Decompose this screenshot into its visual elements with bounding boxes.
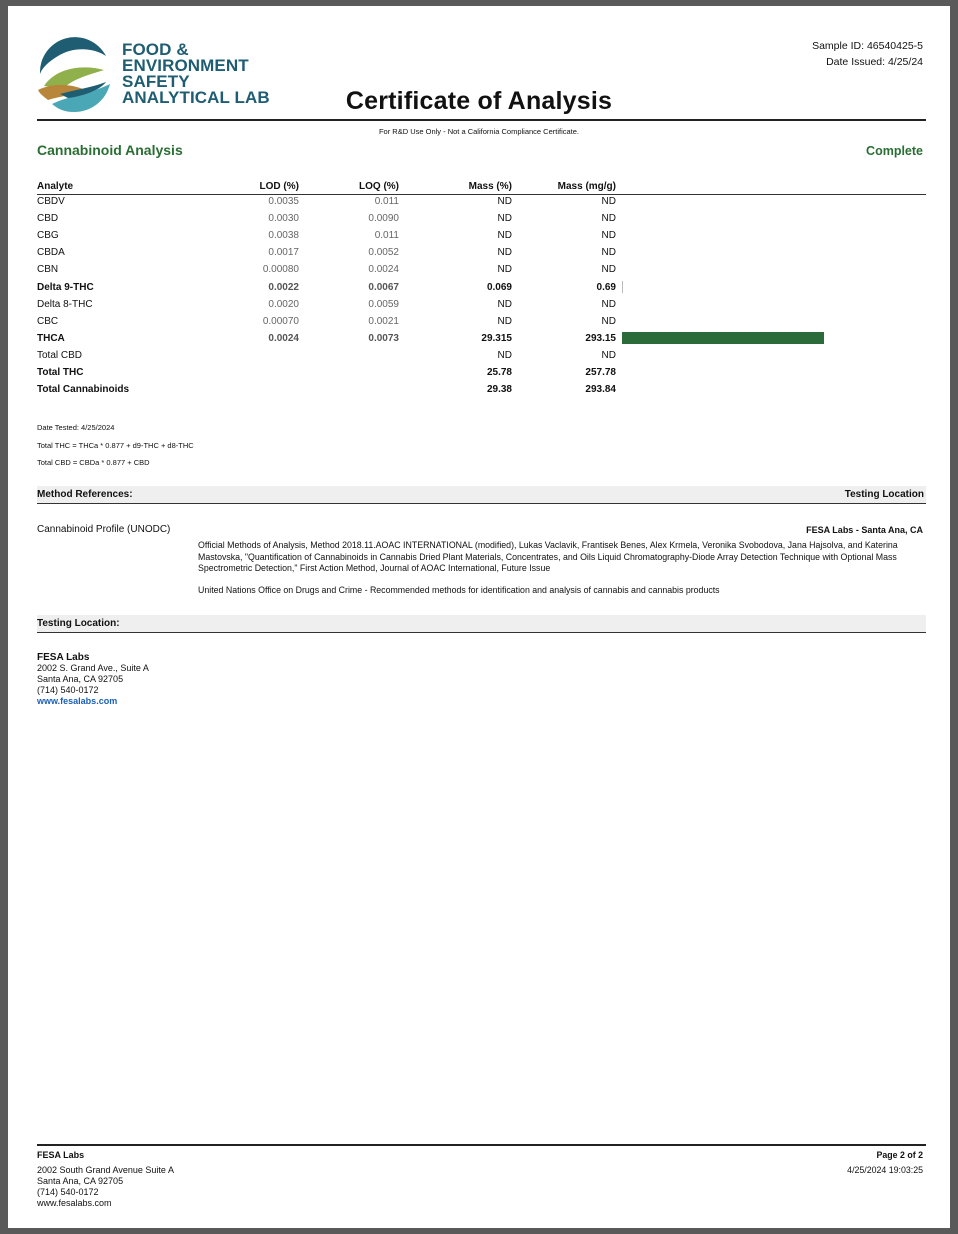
- cell-bar: [616, 313, 926, 330]
- cell-loq: 0.0090: [368, 213, 399, 225]
- cell-mass-pct: 29.38: [486, 384, 512, 396]
- sample-id: Sample ID: 46540425-5: [812, 40, 923, 52]
- method-reference-1: Official Methods of Analysis, Method 2018.11.AOAC INTERNATIONAL (modified), Lukas Vaclavik, Frantisek Benes, Alex Krmela, Veronika Svobodova, Jana Hajsolva, and Katerina Mastovska, "Quantification of Cannabinoids in Cannabis Dried Plant Materials, Concentrates, and Oils Liquid Chromatography-Diode Array Detection Technique with Optional Mass Spectrometric Detection," First Action Method, Journal of AOAC International, Future Issue: [198, 540, 898, 573]
- table-row: [37, 278, 926, 295]
- cell-loq: 0.0052: [368, 247, 399, 259]
- mass-bar-tick: [622, 281, 623, 293]
- cell-analyte: CBDV: [37, 196, 65, 208]
- cell-lod: 0.0035: [268, 196, 299, 208]
- cell-mass-pct: ND: [497, 315, 512, 327]
- compliance-note: For R&D Use Only - Not a California Compliance Certificate.: [378, 127, 580, 136]
- total-thc-formula: Total THC = THCa * 0.877 + d9-THC + d8-THC: [37, 441, 194, 450]
- cell-mass-mg: ND: [601, 213, 616, 225]
- cell-analyte: Total CBD: [37, 349, 83, 361]
- cell-bar: [616, 244, 926, 261]
- testing-location-band: [37, 615, 926, 633]
- page-number: Page 2 of 2: [876, 1150, 923, 1160]
- website-link[interactable]: www.fesalabs.com: [37, 696, 118, 706]
- cell-mass-mg: ND: [601, 247, 616, 259]
- cell-bar: [616, 330, 926, 347]
- footer-phone: (714) 540-0172: [37, 1187, 99, 1197]
- address-line: Santa Ana, CA 92705: [37, 674, 124, 684]
- logo-line: ENVIRONMENT: [122, 56, 249, 75]
- cell-mass-pct: 0.069: [486, 281, 512, 293]
- testing-location-address: [37, 652, 149, 707]
- cell-mass-mg: 257.78: [585, 366, 616, 378]
- date-tested: Date Tested: 4/25/2024: [37, 423, 115, 432]
- col-header-bar: [616, 179, 926, 193]
- cell-mass-mg: ND: [601, 315, 616, 327]
- cell-analyte: Delta 8-THC: [37, 298, 93, 310]
- method-references-band: [37, 486, 926, 504]
- cell-mass-mg: 0.69: [596, 281, 616, 293]
- testing-location-label: Testing Location: [844, 489, 924, 500]
- cell-lod: [231, 347, 299, 364]
- phone: (714) 540-0172: [37, 685, 99, 695]
- cell-bar: [616, 210, 926, 227]
- footer-address-line: 2002 South Grand Avenue Suite A: [37, 1165, 174, 1175]
- cell-lod: 0.0030: [268, 213, 299, 225]
- cell-loq: 0.0059: [368, 298, 399, 310]
- cell-bar: [616, 364, 926, 381]
- table-header-divider: [37, 194, 926, 195]
- footer-divider: [37, 1144, 926, 1146]
- testing-location-heading: Testing Location:: [37, 618, 120, 629]
- cell-analyte: Total THC: [37, 366, 84, 378]
- cell-mass-pct: 25.78: [486, 366, 512, 378]
- cell-mass-pct: ND: [497, 230, 512, 242]
- cell-lod: [231, 381, 299, 398]
- status-badge: Complete: [866, 144, 923, 158]
- method-name: Cannabinoid Profile (UNODC): [37, 524, 171, 535]
- section-title: Cannabinoid Analysis: [37, 142, 183, 158]
- cell-loq: [299, 347, 399, 364]
- cell-lod: 0.0038: [268, 230, 299, 242]
- cell-mass-mg: ND: [601, 196, 616, 208]
- cell-mass-pct: ND: [497, 213, 512, 225]
- cell-mass-mg: ND: [601, 298, 616, 310]
- cell-analyte: Total Cannabinoids: [37, 384, 130, 396]
- footer-website[interactable]: www.fesalabs.com: [37, 1198, 112, 1208]
- col-header-mass-pct: Mass (%): [468, 180, 512, 192]
- logo-line: ANALYTICAL LAB: [122, 88, 270, 107]
- table-row: [37, 193, 926, 210]
- cell-mass-mg: 293.15: [585, 332, 616, 344]
- cell-mass-pct: ND: [497, 298, 512, 310]
- cell-bar: [616, 193, 926, 210]
- total-cbd-formula: Total CBD = CBDa * 0.877 + CBD: [37, 458, 150, 467]
- cell-analyte: CBG: [37, 230, 59, 242]
- table-row: [37, 261, 926, 278]
- cell-lod: 0.0024: [268, 332, 299, 344]
- col-header-lod: LOD (%): [259, 180, 299, 192]
- cell-lod: 0.0022: [268, 281, 299, 293]
- cell-analyte: THCA: [37, 332, 65, 344]
- logo-line: SAFETY: [122, 72, 190, 91]
- table-row: [37, 210, 926, 227]
- cell-bar: [616, 278, 926, 295]
- document-title: Certificate of Analysis: [345, 87, 613, 115]
- date-issued: Date Issued: 4/25/24: [826, 56, 923, 68]
- col-header-loq: LOQ (%): [359, 180, 399, 192]
- cell-mass-pct: ND: [497, 247, 512, 259]
- cell-loq: 0.011: [374, 230, 399, 242]
- method-references-label: Method References:: [37, 489, 133, 500]
- cell-mass-mg: 293.84: [585, 384, 616, 396]
- col-header-analyte: Analyte: [37, 180, 74, 192]
- sample-info: [812, 38, 923, 70]
- cell-mass-pct: 29.315: [481, 332, 512, 344]
- cell-mass-pct: ND: [497, 196, 512, 208]
- cell-mass-mg: ND: [601, 349, 616, 361]
- table-row: [37, 364, 926, 381]
- table-row: [37, 347, 926, 364]
- document-page: [8, 6, 950, 1228]
- footer-timestamp: 4/25/2024 19:03:25: [847, 1165, 923, 1175]
- cell-loq: 0.011: [374, 196, 399, 208]
- cell-analyte: CBD: [37, 213, 59, 225]
- method-reference-2: United Nations Office on Drugs and Crime - Recommended methods for identification and analysis of cannabis and cannabis products: [198, 585, 720, 595]
- cell-mass-pct: ND: [497, 264, 512, 276]
- cell-lod: 0.00080: [262, 264, 299, 276]
- table-row: [37, 227, 926, 244]
- table-row: [37, 244, 926, 261]
- table-row: [37, 381, 926, 398]
- cell-lod: [231, 364, 299, 381]
- cell-loq: [299, 364, 399, 381]
- cell-analyte: CBC: [37, 315, 59, 327]
- method-lab: FESA Labs - Santa Ana, CA: [806, 525, 923, 535]
- cell-lod: 0.00070: [262, 315, 299, 327]
- footer-address-line: Santa Ana, CA 92705: [37, 1176, 124, 1186]
- table-row: [37, 330, 926, 347]
- footer-lab-name: FESA Labs: [37, 1150, 85, 1160]
- cell-mass-mg: ND: [601, 264, 616, 276]
- cell-analyte: CBDA: [37, 247, 65, 259]
- cell-bar: [616, 296, 926, 313]
- cell-mass-mg: ND: [601, 230, 616, 242]
- cell-bar: [616, 227, 926, 244]
- cell-analyte: CBN: [37, 264, 59, 276]
- address-line: 2002 S. Grand Ave., Suite A: [37, 663, 149, 673]
- mass-bar: [622, 332, 824, 344]
- table-row: [37, 313, 926, 330]
- cell-loq: 0.0024: [368, 264, 399, 276]
- table-row: [37, 296, 926, 313]
- cell-bar: [616, 261, 926, 278]
- cell-bar: [616, 381, 926, 398]
- footer-page-info: [847, 1150, 923, 1176]
- table-header-row: [37, 179, 926, 193]
- cell-analyte: Delta 9-THC: [37, 281, 94, 293]
- footer-address: [37, 1150, 174, 1209]
- cell-loq: 0.0021: [368, 315, 399, 327]
- cell-bar: [616, 347, 926, 364]
- cell-lod: 0.0020: [268, 298, 299, 310]
- cell-loq: 0.0073: [368, 332, 399, 344]
- table-body: [37, 193, 926, 398]
- cannabinoid-table: [37, 179, 926, 398]
- logo-line: FOOD &: [122, 40, 189, 59]
- col-header-mass-mg: Mass (mg/g): [557, 180, 616, 192]
- lab-name: FESA Labs: [37, 652, 90, 663]
- cell-lod: 0.0017: [268, 247, 299, 259]
- cell-mass-pct: ND: [497, 349, 512, 361]
- cell-loq: 0.0067: [368, 281, 399, 293]
- cell-loq: [299, 381, 399, 398]
- title-divider: [37, 119, 926, 121]
